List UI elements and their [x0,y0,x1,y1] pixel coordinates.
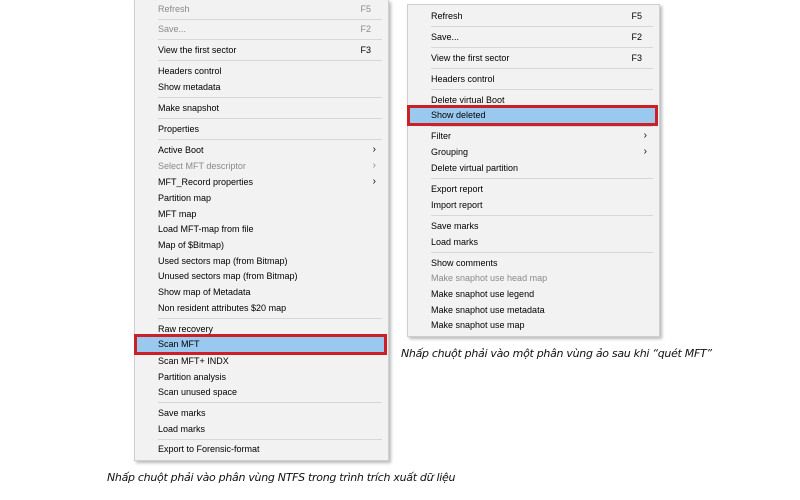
menu-item-label: Make snaphot use metadata [431,305,545,315]
menu-item-show-deleted[interactable] [409,107,656,124]
menu-item-load-mft-map[interactable] [135,221,388,237]
menu-item-select-mft-descriptor[interactable] [135,158,388,174]
menu-item-label: Scan unused space [158,387,238,397]
menu-item-save[interactable] [135,21,388,37]
menu-item-label: Load marks [158,424,206,434]
menu-item-view-first-sector[interactable] [135,42,388,58]
menu-item-snapshot-legend[interactable] [408,286,659,302]
menu-item-snapshot-head-map[interactable] [408,270,659,286]
menu-item-partition-map[interactable] [135,190,388,206]
menu-item-show-comments[interactable] [408,255,659,271]
menu-item-label: Partition map [158,193,212,203]
menu-item-export-forensic-format[interactable] [135,441,388,457]
menu-item-export-report[interactable] [408,181,659,197]
menu-item-label: Scan MFT [158,339,200,349]
menu-item-label: Show deleted [431,110,486,120]
caption-virtual-partition: Nhấp chuột phải vào một phân vùng ảo sau khi “quét MFT” [401,347,712,360]
menu-separator [431,89,653,90]
menu-item-save-marks[interactable] [135,405,388,421]
menu-separator [431,178,653,179]
menu-item-label: Export report [431,184,484,194]
menu-item-filter[interactable] [408,128,659,144]
menu-item-label: Save... [158,24,187,34]
menu-item-label: Save marks [431,221,479,231]
menu-item-save[interactable] [408,29,659,45]
menu-item-label: Save... [431,32,460,42]
menu-item-label: Scan MFT+ INDX [158,356,229,366]
menu-item-label: Filter [431,131,451,141]
menu-item-label: Make snaphot use map [431,320,525,330]
menu-item-label: Show metadata [158,82,221,92]
menu-separator [158,19,382,20]
menu-separator [158,39,382,40]
menu-item-non-resident-attributes-map[interactable] [135,300,388,316]
menu-item-scan-mft[interactable] [136,336,385,353]
menu-item-shortcut: F3 [631,53,642,63]
menu-item-delete-virtual-boot[interactable] [408,92,659,108]
submenu-arrow-icon: › [643,146,647,157]
menu-item-shortcut: F3 [360,45,371,55]
menu-item-scan-unused-space[interactable] [135,384,388,400]
menu-item-headers-control[interactable] [135,63,388,79]
menu-item-snapshot-metadata[interactable] [408,302,659,318]
menu-item-label: MFT map [158,209,197,219]
menu-separator [158,97,382,98]
menu-item-label: Headers control [158,66,222,76]
menu-item-label: Map of $Bitmap) [158,240,225,250]
menu-item-label: Unused sectors map (from Bitmap) [158,271,298,281]
menu-item-refresh[interactable] [408,8,659,24]
menu-separator [431,26,653,27]
menu-separator [158,439,382,440]
menu-item-label: Load MFT-map from file [158,224,254,234]
menu-item-partition-analysis[interactable] [135,369,388,385]
menu-item-label: Grouping [431,147,469,157]
menu-item-label: Select MFT descriptor [158,161,246,171]
menu-item-label: View the first sector [158,45,237,55]
menu-separator [158,60,382,61]
menu-item-label: Delete virtual partition [431,163,519,173]
context-menu-ntfs-partition [134,0,389,461]
menu-item-shortcut: F5 [631,11,642,21]
menu-item-headers-control[interactable] [408,71,659,87]
menu-item-delete-virtual-partition[interactable] [408,160,659,176]
menu-item-label: Active Boot [158,145,204,155]
menu-item-label: Import report [431,200,483,210]
menu-item-view-first-sector[interactable] [408,50,659,66]
menu-separator [158,402,382,403]
menu-separator [158,318,382,319]
context-menu-virtual-partition [407,4,660,337]
menu-item-active-boot[interactable] [135,142,388,158]
menu-item-mft-map[interactable] [135,206,388,222]
menu-item-label: Properties [158,124,200,134]
menu-item-load-marks[interactable] [408,234,659,250]
menu-item-shortcut: F2 [360,24,371,34]
menu-item-label: Partition analysis [158,372,227,382]
menu-item-used-sectors-map[interactable] [135,253,388,269]
menu-item-label: View the first sector [431,53,510,63]
menu-item-mft-record-properties[interactable] [135,174,388,190]
submenu-arrow-icon: › [643,130,647,141]
menu-item-map-of-bitmap[interactable] [135,237,388,253]
menu-item-load-marks[interactable] [135,421,388,437]
menu-item-import-report[interactable] [408,197,659,213]
menu-item-label: Refresh [158,4,190,14]
menu-separator [431,47,653,48]
menu-item-label: Headers control [431,74,495,84]
submenu-arrow-icon: › [372,144,376,155]
menu-item-label: Save marks [158,408,206,418]
menu-item-label: Make snaphot use legend [431,289,535,299]
menu-separator [431,68,653,69]
menu-item-scan-mft-indx[interactable] [135,353,388,369]
menu-item-label: Raw recovery [158,324,214,334]
menu-item-label: Export to Forensic-format [158,444,260,454]
menu-separator [431,215,653,216]
menu-item-label: Show comments [431,258,498,268]
menu-item-label: Refresh [431,11,463,21]
menu-item-label: Show map of Metadata [158,287,251,297]
menu-separator [431,126,653,127]
menu-item-label: Delete virtual Boot [431,95,505,105]
menu-item-label: Make snapshot [158,103,220,113]
menu-item-label: Load marks [431,237,479,247]
menu-item-label: Non resident attributes $20 map [158,303,287,313]
menu-item-make-snapshot[interactable] [135,100,388,116]
menu-item-show-map-of-metadata[interactable] [135,284,388,300]
menu-item-label: Make snaphot use head map [431,273,548,283]
menu-separator [158,118,382,119]
menu-separator [431,252,653,253]
menu-item-save-marks[interactable] [408,218,659,234]
menu-item-shortcut: F2 [631,32,642,42]
menu-item-label: MFT_Record properties [158,177,254,187]
menu-item-refresh[interactable] [135,1,388,17]
menu-item-unused-sectors-map[interactable] [135,268,388,284]
menu-item-grouping[interactable] [408,144,659,160]
submenu-arrow-icon: › [372,176,376,187]
menu-item-show-metadata[interactable] [135,79,388,95]
menu-item-label: Used sectors map (from Bitmap) [158,256,288,266]
menu-item-snapshot-map[interactable] [408,317,659,333]
menu-item-shortcut: F5 [360,4,371,14]
menu-separator [158,139,382,140]
menu-item-raw-recovery[interactable] [135,321,388,337]
submenu-arrow-icon: › [372,160,376,171]
caption-ntfs-partition: Nhấp chuột phải vào phân vùng NTFS trong trình trích xuất dữ liệu [107,471,456,484]
menu-item-properties[interactable] [135,121,388,137]
